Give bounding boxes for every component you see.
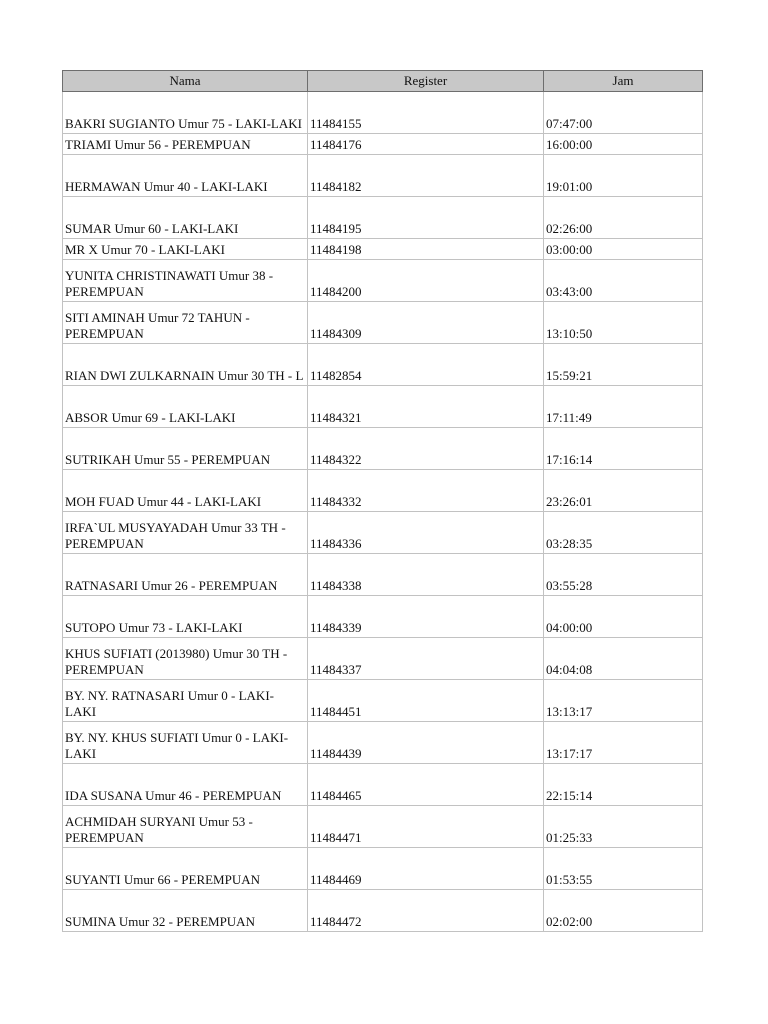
table-row xyxy=(63,638,703,680)
table-row xyxy=(63,197,703,239)
table-row xyxy=(63,680,703,722)
table-row xyxy=(63,344,703,386)
table-row xyxy=(63,848,703,890)
cell-register: 11484472 xyxy=(308,890,544,932)
cell-nama: YUNITA CHRISTINAWATI Umur 38 - PEREMPUAN xyxy=(63,260,308,302)
cell-jam: 02:02:00 xyxy=(544,890,703,932)
cell-nama: RATNASARI Umur 26 - PEREMPUAN xyxy=(63,554,308,596)
cell-nama: BAKRI SUGIANTO Umur 75 - LAKI-LAKI xyxy=(63,92,308,134)
table-row xyxy=(63,470,703,512)
cell-jam: 03:43:00 xyxy=(544,260,703,302)
cell-nama: RIAN DWI ZULKARNAIN Umur 30 TH - L xyxy=(63,344,308,386)
cell-register: 11484338 xyxy=(308,554,544,596)
column-header-register: Register xyxy=(308,71,544,92)
cell-register: 11484469 xyxy=(308,848,544,890)
cell-jam: 23:26:01 xyxy=(544,470,703,512)
cell-jam: 04:04:08 xyxy=(544,638,703,680)
cell-jam: 02:26:00 xyxy=(544,197,703,239)
cell-jam: 13:17:17 xyxy=(544,722,703,764)
cell-nama: ACHMIDAH SURYANI Umur 53 - PEREMPUAN xyxy=(63,806,308,848)
cell-register: 11484336 xyxy=(308,512,544,554)
cell-jam: 01:53:55 xyxy=(544,848,703,890)
cell-jam: 07:47:00 xyxy=(544,92,703,134)
table-row xyxy=(63,512,703,554)
cell-register: 11484182 xyxy=(308,155,544,197)
cell-nama: MOH FUAD Umur 44 - LAKI-LAKI xyxy=(63,470,308,512)
header-row xyxy=(63,71,703,92)
table-row xyxy=(63,554,703,596)
cell-register: 11484465 xyxy=(308,764,544,806)
cell-nama: BY. NY. RATNASARI Umur 0 - LAKI-LAKI xyxy=(63,680,308,722)
cell-register: 11484451 xyxy=(308,680,544,722)
cell-jam: 15:59:21 xyxy=(544,344,703,386)
column-header-nama: Nama xyxy=(63,71,308,92)
table-row xyxy=(63,260,703,302)
cell-register: 11484198 xyxy=(308,239,544,260)
cell-jam: 22:15:14 xyxy=(544,764,703,806)
cell-nama: SUTRIKAH Umur 55 - PEREMPUAN xyxy=(63,428,308,470)
cell-register: 11484471 xyxy=(308,806,544,848)
cell-register: 11484309 xyxy=(308,302,544,344)
table-row xyxy=(63,302,703,344)
table-row xyxy=(63,596,703,638)
cell-nama: SUMAR Umur 60 - LAKI-LAKI xyxy=(63,197,308,239)
table-row xyxy=(63,386,703,428)
cell-nama: TRIAMI Umur 56 - PEREMPUAN xyxy=(63,134,308,155)
cell-register: 11484176 xyxy=(308,134,544,155)
cell-register: 11484332 xyxy=(308,470,544,512)
cell-register: 11484337 xyxy=(308,638,544,680)
table-row xyxy=(63,722,703,764)
table-body xyxy=(63,92,703,932)
cell-nama: IRFA`UL MUSYAYADAH Umur 33 TH - PEREMPUAN xyxy=(63,512,308,554)
cell-jam: 17:16:14 xyxy=(544,428,703,470)
cell-nama: MR X Umur 70 - LAKI-LAKI xyxy=(63,239,308,260)
cell-jam: 04:00:00 xyxy=(544,596,703,638)
cell-nama: SUTOPO Umur 73 - LAKI-LAKI xyxy=(63,596,308,638)
cell-nama: SITI AMINAH Umur 72 TAHUN - PEREMPUAN xyxy=(63,302,308,344)
cell-nama: KHUS SUFIATI (2013980) Umur 30 TH - PEREMPUAN xyxy=(63,638,308,680)
cell-register: 11484155 xyxy=(308,92,544,134)
cell-nama: ABSOR Umur 69 - LAKI-LAKI xyxy=(63,386,308,428)
table-row xyxy=(63,806,703,848)
cell-jam: 03:28:35 xyxy=(544,512,703,554)
cell-nama: SUMINA Umur 32 - PEREMPUAN xyxy=(63,890,308,932)
cell-register: 11484439 xyxy=(308,722,544,764)
cell-nama: HERMAWAN Umur 40 - LAKI-LAKI xyxy=(63,155,308,197)
cell-jam: 03:00:00 xyxy=(544,239,703,260)
cell-jam: 03:55:28 xyxy=(544,554,703,596)
cell-jam: 01:25:33 xyxy=(544,806,703,848)
table-row xyxy=(63,155,703,197)
table-row xyxy=(63,428,703,470)
cell-nama: BY. NY. KHUS SUFIATI Umur 0 - LAKI-LAKI xyxy=(63,722,308,764)
cell-jam: 19:01:00 xyxy=(544,155,703,197)
cell-jam: 13:10:50 xyxy=(544,302,703,344)
table-row xyxy=(63,92,703,134)
column-header-jam: Jam xyxy=(544,71,703,92)
cell-register: 11484339 xyxy=(308,596,544,638)
cell-jam: 13:13:17 xyxy=(544,680,703,722)
table-row xyxy=(63,239,703,260)
table-row xyxy=(63,890,703,932)
cell-register: 11484322 xyxy=(308,428,544,470)
document-page xyxy=(62,70,702,932)
cell-register: 11484200 xyxy=(308,260,544,302)
patient-register-table xyxy=(62,70,703,932)
cell-jam: 16:00:00 xyxy=(544,134,703,155)
table-row xyxy=(63,134,703,155)
cell-nama: SUYANTI Umur 66 - PEREMPUAN xyxy=(63,848,308,890)
table-header xyxy=(63,71,703,92)
table-row xyxy=(63,764,703,806)
cell-register: 11482854 xyxy=(308,344,544,386)
cell-nama: IDA SUSANA Umur 46 - PEREMPUAN xyxy=(63,764,308,806)
cell-register: 11484195 xyxy=(308,197,544,239)
cell-jam: 17:11:49 xyxy=(544,386,703,428)
cell-register: 11484321 xyxy=(308,386,544,428)
